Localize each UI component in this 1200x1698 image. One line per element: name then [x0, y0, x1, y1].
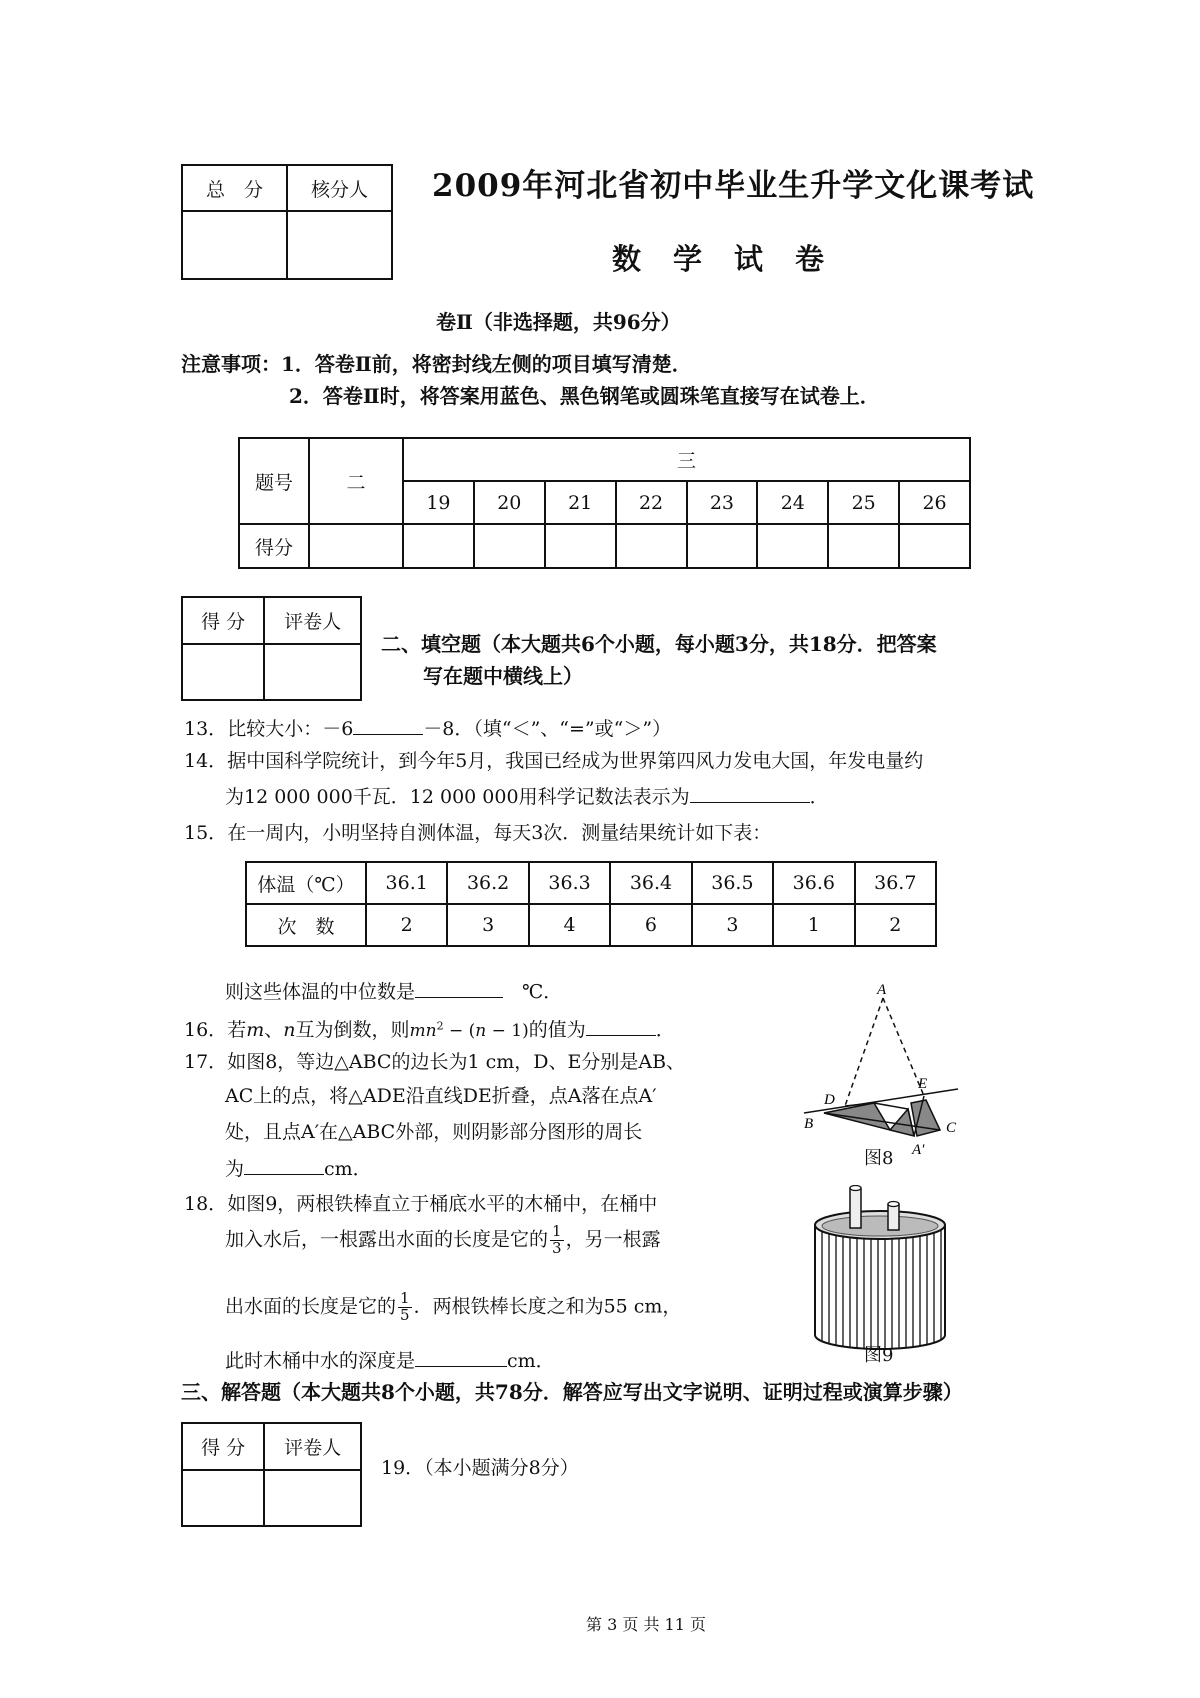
count-cell: 6 [610, 904, 691, 946]
question-19: 19．（本小题满分8分） [381, 1457, 579, 1479]
temp-cell: 36.7 [855, 862, 936, 904]
temp-cell: 36.6 [773, 862, 854, 904]
score-cell-24[interactable] [757, 524, 828, 568]
q18-text-line3b: ．两根铁棒长度之和为55 cm， [413, 1295, 682, 1318]
question-21-label: 21 [545, 481, 616, 524]
summary-score-table [238, 437, 971, 569]
grader-box-q19 [181, 1422, 362, 1527]
question-16 [184, 1017, 675, 1042]
q17-unit: cm． [324, 1158, 372, 1180]
question-25-label: 25 [828, 481, 899, 524]
part2-heading-line2: 写在题中横线上） [423, 664, 583, 688]
part2-label: 二 [309, 438, 403, 524]
temp-cell: 36.1 [366, 862, 447, 904]
score-cell-26[interactable] [899, 524, 970, 568]
question-26-label: 26 [899, 481, 970, 524]
score-cell-21[interactable] [545, 524, 616, 568]
question-13 [184, 716, 671, 741]
question-18-line4 [225, 1348, 555, 1373]
grader-name-cell[interactable] [264, 644, 361, 700]
rod-top [850, 1186, 861, 1191]
score-cell-19[interactable] [403, 524, 474, 568]
count-cell: 2 [366, 904, 447, 946]
fig8-label-c: C [946, 1120, 957, 1136]
q18-text-line1: 如图9，两根铁棒直立于桶底水平的木桶中，在桶中 [227, 1193, 658, 1215]
fig8-label-d: D [824, 1092, 835, 1108]
fig8-label-b: B [804, 1116, 814, 1132]
q17-text-line1: 如图8，等边△ABC的边长为1 cm，D、E分别是AB、 [227, 1051, 686, 1073]
score-cell-20[interactable] [474, 524, 545, 568]
q16-number: 16． [184, 1019, 228, 1041]
question-23-label: 23 [687, 481, 758, 524]
fraction-one-fifth [398, 1291, 412, 1324]
grader-box-part2 [181, 596, 362, 701]
q14-text-line1: 据中国科学院统计，到今年5月，我国已经成为世界第四风力发电大国，年发电量约 [227, 750, 924, 772]
q15-after-text: 则这些体温的中位数是 [225, 981, 416, 1003]
q18-text-line2b: ，另一根露 [565, 1228, 661, 1251]
question-24-label: 24 [757, 481, 828, 524]
score-cell-22[interactable] [616, 524, 687, 568]
figure-8-caption: 图8 [864, 1148, 894, 1169]
score-cell-23[interactable] [687, 524, 758, 568]
q16-text: 、 [264, 1019, 284, 1041]
q16-text: ． [655, 1019, 675, 1041]
score-summary-box [181, 164, 393, 280]
question-17-line4 [225, 1156, 372, 1181]
temperature-table [245, 861, 937, 947]
q18-unit: cm． [507, 1350, 555, 1372]
q18-number: 18． [184, 1193, 228, 1215]
q13-answer-blank[interactable] [353, 716, 423, 735]
count-row-label: 次 数 [246, 904, 366, 946]
q17-answer-blank[interactable] [244, 1156, 324, 1175]
q16-answer-blank[interactable] [586, 1017, 656, 1036]
question-20-label: 20 [474, 481, 545, 524]
score-cell-part2[interactable] [309, 524, 403, 568]
q16-text: 的值为 [528, 1019, 586, 1041]
exam-title: 2009年河北省初中毕业生升学文化课考试 [432, 168, 1035, 204]
figure-9 [810, 1185, 950, 1353]
total-score-label: 总 分 [182, 165, 287, 211]
q18-answer-blank[interactable] [415, 1348, 507, 1367]
q14-period: ． [809, 786, 829, 808]
q16-var-n: n [283, 1019, 296, 1041]
part3-label: 三 [403, 438, 970, 481]
figure-8 [790, 982, 965, 1172]
temp-row-label: 体温（℃） [246, 862, 366, 904]
subject-title: 数学试卷 [612, 242, 857, 276]
fig8-label-a-prime: A′ [912, 1142, 925, 1158]
fraction-numerator: 1 [552, 1222, 562, 1240]
score-row-label: 得分 [239, 524, 309, 568]
q15-number: 15． [184, 822, 228, 844]
fraction-denominator: 5 [400, 1305, 410, 1324]
q18-text-line2: 加入水后，一根露出水面的长度是它的 [225, 1228, 549, 1251]
question-18-line2 [225, 1224, 661, 1257]
q16-text: 若 [227, 1019, 247, 1041]
q15-text: 在一周内，小明坚持自测体温，每天3次．测量结果统计如下表： [227, 822, 772, 844]
fig8-label-e: E [918, 1076, 928, 1092]
question-14-line1 [184, 750, 923, 773]
q15-unit: ℃． [503, 981, 563, 1003]
iron-rod-tall [850, 1188, 861, 1228]
question-22-label: 22 [616, 481, 687, 524]
rod-top [888, 1202, 899, 1207]
temp-cell: 36.5 [692, 862, 773, 904]
grader-score-label: 得 分 [182, 597, 264, 644]
section-header: 卷Ⅱ（非选择题，共96分） [436, 310, 681, 334]
notes-line1 [181, 352, 692, 376]
count-cell: 3 [692, 904, 773, 946]
q17-number: 17． [184, 1051, 228, 1073]
water-surface [822, 1216, 938, 1236]
grader-score-cell[interactable] [182, 1470, 264, 1526]
fraction-one-third [550, 1224, 564, 1257]
fig8-dash-ad [845, 998, 883, 1106]
figure-9-caption: 图9 [864, 1345, 894, 1366]
temp-cell: 36.2 [447, 862, 528, 904]
question-18-line1 [184, 1193, 657, 1216]
grader-score-label: 得 分 [182, 1423, 264, 1470]
notes-item2: 2．答卷Ⅱ时，将答案用蓝色、黑色钢笔或圆珠笔直接写在试卷上． [289, 384, 880, 408]
checker-label: 核分人 [287, 165, 392, 211]
checker-cell[interactable] [287, 211, 392, 279]
q13-text-after: －8．（填“＜”、“=”或“＞”） [423, 718, 672, 740]
question-15-answer-line [225, 979, 562, 1004]
fraction-denominator: 3 [552, 1238, 562, 1257]
q16-text: 互为倒数，则 [295, 1019, 410, 1041]
question-18-line3 [225, 1291, 681, 1324]
q13-text-before: 比较大小：－6 [227, 718, 354, 740]
count-cell: 1 [773, 904, 854, 946]
q17-text-line4: 为 [225, 1158, 245, 1180]
q14-number: 14． [184, 750, 228, 772]
count-cell: 4 [529, 904, 610, 946]
temp-cell: 36.4 [610, 862, 691, 904]
fig8-label-a: A [877, 982, 887, 998]
question-14-line2 [225, 784, 829, 809]
fraction-numerator: 1 [400, 1289, 410, 1307]
part3-heading: 三、解答题（本大题共8个小题，共78分．解答应写出文字说明、证明过程或演算步骤） [181, 1380, 963, 1404]
question-17-line2: AC上的点，将△ADE沿直线DE折叠，点A落在点A′ [225, 1085, 657, 1107]
page-footer: 第 3 页 共 11 页 [586, 1615, 706, 1634]
grader-name-cell[interactable] [264, 1470, 361, 1526]
question-number-label: 题号 [239, 438, 309, 524]
q18-text-line4: 此时木桶中水的深度是 [225, 1350, 416, 1372]
q14-text-line2: 为12 000 000千瓦．12 000 000用科学记数法表示为 [225, 786, 690, 808]
q16-var-m: m [246, 1019, 265, 1041]
q13-number: 13． [184, 718, 228, 740]
iron-rod-short [888, 1204, 899, 1230]
count-cell: 3 [447, 904, 528, 946]
grader-score-cell[interactable] [182, 644, 264, 700]
count-cell: 2 [855, 904, 936, 946]
notes-item1: 1．答卷Ⅱ前，将密封线左侧的项目填写清楚． [281, 352, 692, 376]
question-17-line3: 处，且点A′在△ABC外部，则阴影部分图形的周长 [225, 1121, 643, 1143]
q18-text-line3: 出水面的长度是它的 [225, 1295, 397, 1318]
score-cell-25[interactable] [828, 524, 899, 568]
q15-answer-blank[interactable] [415, 979, 503, 998]
notes-label: 注意事项： [181, 352, 281, 376]
q16-expression: $mn^2 - (n - 1)$ [409, 1019, 529, 1041]
q14-answer-blank[interactable] [690, 784, 810, 803]
grader-name-label: 评卷人 [264, 1423, 361, 1470]
question-15-line1 [184, 822, 771, 845]
grader-name-label: 评卷人 [264, 597, 361, 644]
question-19-label: 19 [403, 481, 474, 524]
total-score-cell[interactable] [182, 211, 287, 279]
question-17-line1 [184, 1051, 685, 1074]
temp-cell: 36.3 [529, 862, 610, 904]
part2-heading-line1: 二、填空题（本大题共6个小题，每小题3分，共18分．把答案 [381, 632, 937, 656]
